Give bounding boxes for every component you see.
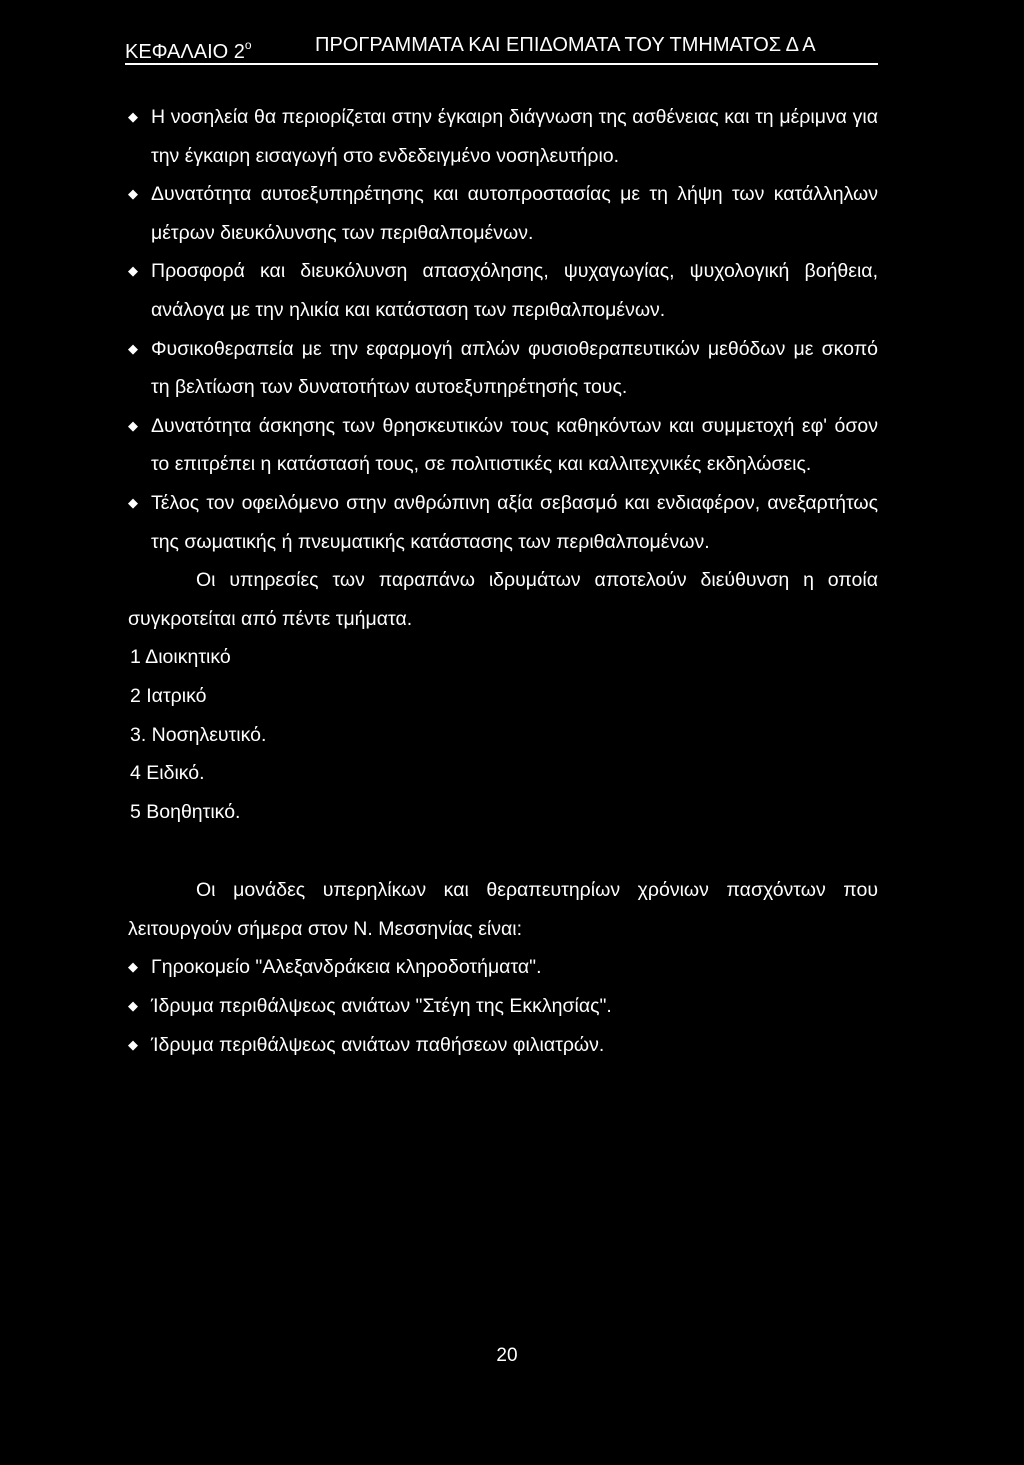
diamond-bullet-icon: ◆ [128, 109, 138, 124]
department-item: 3. Νοσηλευτικό. [130, 723, 267, 746]
section-spacer [128, 831, 878, 871]
bullet-text: Η νοσηλεία θα περιορίζεται στην έγκαιρη διάγνωση της ασθένειας και τη μέριμνα για την έγκαιρη εισαγωγή στο ενδεδειγμένο νοσηλευτήριο. [151, 106, 878, 167]
diamond-bullet-icon: ◆ [128, 998, 138, 1014]
department-item: 4 Ειδικό. [130, 762, 205, 785]
department-item: 1 Διοικητικό [130, 646, 231, 669]
bullet-item [128, 252, 878, 329]
bullet-item [128, 330, 878, 407]
bullet-text: Δυνατότητα άσκησης των θρησκευτικών τους καθηκόντων και συμμετοχή εφ' όσον το επιτρέπει η κατάστασή τους, σε πολιτιστικές και καλλιτεχνικές εκδηλώσεις. [151, 414, 878, 476]
diamond-bullet-icon: ◆ [128, 340, 138, 356]
chapter-label: ΚΕΦΑΛΑΙΟ $2^o$ [125, 38, 252, 63]
bullet-item [128, 484, 878, 561]
bullet-text: Φυσικοθεραπεία με την εφαρμογή απλών φυσιοθεραπευτικών μεθόδων με σκοπό τη βελτίωση των δυνατοτήτων αυτοεξυπηρέτησής τους. [151, 337, 878, 399]
header-divider [125, 63, 878, 65]
diamond-bullet-icon: ◆ [128, 186, 138, 202]
department-item: 5 Βοηθητικό. [130, 800, 241, 823]
paragraph-services: Οι υπηρεσίες των παραπάνω ιδρυμάτων αποτελούν διεύθυνση η οποία συγκροτείται από πέντε τμήματα. [128, 569, 878, 630]
bullet-item [128, 948, 878, 987]
bullet-item [128, 987, 878, 1026]
bullet-text: Γηροκομείο "Αλεξανδράκεια κληροδοτήματα". [151, 956, 542, 979]
body-text [128, 98, 878, 1064]
bullet-text: Προσφορά και διευκόλυνση απασχόλησης, ψυχαγωγίας, ψυχολογική βοήθεια, ανάλογα με την ηλικία και κατάσταση των περιθαλπομένων. [151, 260, 878, 321]
diamond-bullet-icon: ◆ [128, 494, 138, 510]
bullet-text: Τέλος τον οφειλόμενο στην ανθρώπινη αξία σεβασμό και ενδιαφέρον, ανεξαρτήτως της σωματικής ή πνευματικής κατάστασης των περιθαλπομένων. [151, 491, 878, 553]
bullet-item [128, 175, 878, 252]
chapter-title: ΠΡΟΓΡΑΜΜΑΤΑ ΚΑΙ ΕΠΙΔΟΜΑΤΑ ΤΟΥ ΤΜΗΜΑΤΟΣ Δ Α [315, 34, 816, 56]
paragraph-units: Οι μονάδες υπερηλίκων και θεραπευτηρίων χρόνιων πασχόντων που λειτουργούν σήμερα στον Ν. Μεσσηνίας είναι: [128, 879, 878, 940]
diamond-bullet-icon: ◆ [128, 263, 138, 279]
bullet-text: Ίδρυμα περιθάλψεως ανιάτων "Στέγη της Εκκλησίας". [151, 995, 612, 1018]
department-item: 2 Ιατρικό [130, 684, 207, 707]
page-header [125, 30, 878, 62]
bullet-item [128, 1026, 878, 1065]
page-number: 20 [496, 1345, 518, 1366]
bullet-text: Ίδρυμα περιθάλψεως ανιάτων παθήσεων φιλιατρών. [151, 1033, 605, 1056]
diamond-bullet-icon: ◆ [128, 959, 138, 975]
bullet-item [128, 407, 878, 484]
diamond-bullet-icon: ◆ [128, 417, 138, 433]
diamond-bullet-icon: ◆ [128, 1036, 138, 1052]
bullet-item [128, 98, 878, 175]
bullet-text: Δυνατότητα αυτοεξυπηρέτησης και αυτοπροστασίας με τη λήψη των κατάλληλων μέτρων διευκόλυνσης των περιθαλπομένων. [151, 183, 878, 244]
